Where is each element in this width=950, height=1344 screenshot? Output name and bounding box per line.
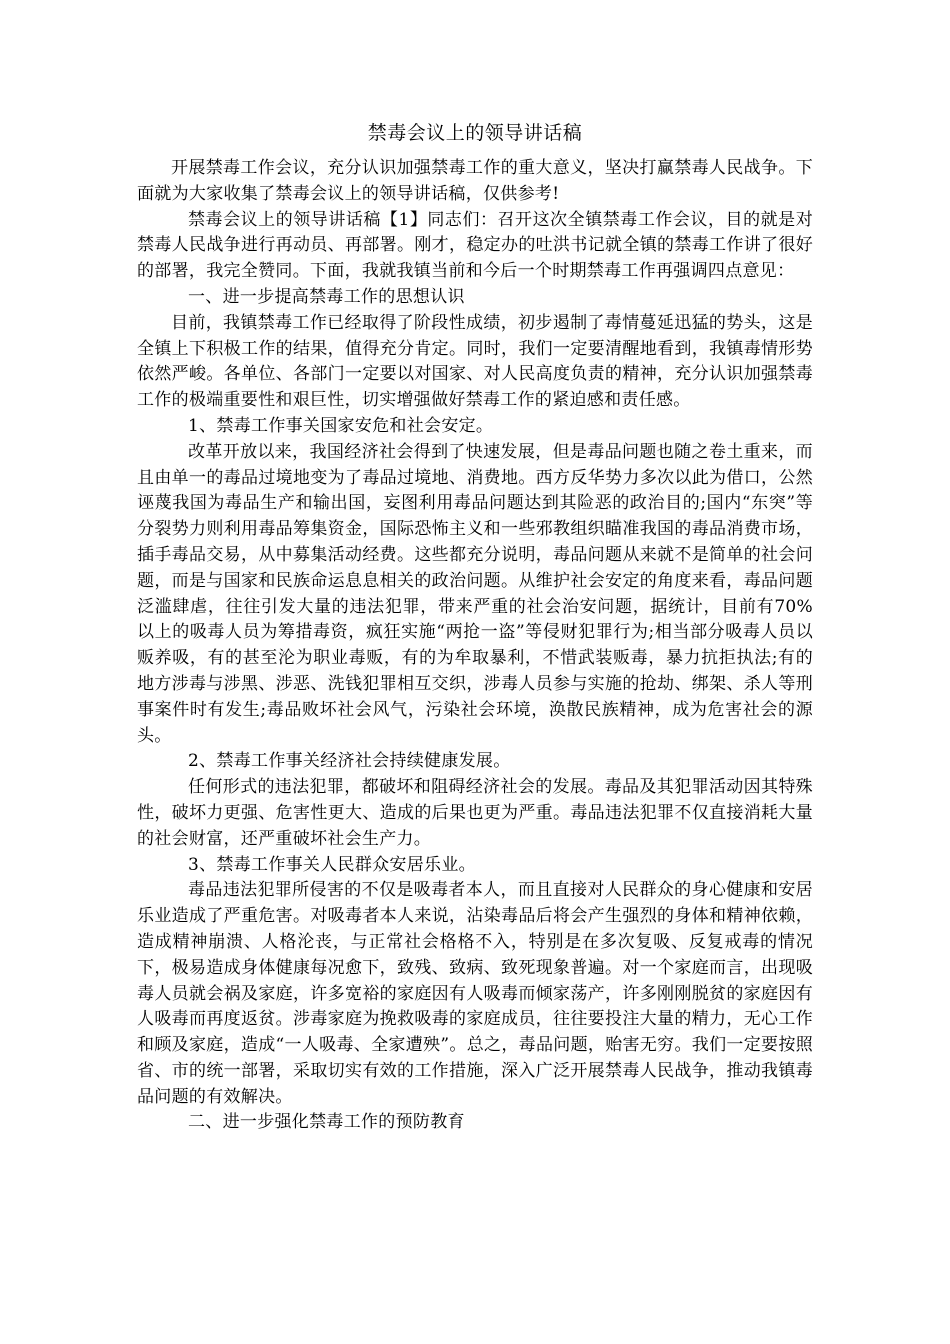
body-paragraph: 改革开放以来，我国经济社会得到了快速发展，但是毒品问题也随之卷土重来，而且由单一的毒品过境地变为了毒品过境地、消费地。西方反华势力多次以此为借口，公然诬蔑我国为毒品生产和输出国，妄图利用毒品问题达到其险恶的政治目的;国内“东突”等分裂势力则利用毒品筹集资金，国际恐怖主义和一些邪教组织瞄准我国的毒品消费市场，插手毒品交易，从中募集活动经费。这些都充分说明，毒品问题从来就不是简单的社会问题，而是与国家和民族命运息息相关的政治问题。从维护社会安定的角度来看，毒品问题泛滥肆虐，往往引发大量的违法犯罪，带来严重的社会治安问题，据统计，目前有70%以上的吸毒人员为筹措毒资，疯狂实施“两抢一盗”等侵财犯罪行为;相当部分吸毒人员以贩养吸，有的甚至沦为职业毒贩，有的为牟取暴利，不惜武装贩毒，暴力抗拒执法;有的地方涉毒与涉黑、涉恶、洗钱犯罪相互交织，涉毒人员参与实施的抢劫、绑架、杀人等刑事案件时有发生;毒品败坏社会风气，污染社会环境，涣散民族精神，成为危害社会的源头。 — [137, 441, 813, 746]
section-heading-1: 一、进一步提高禁毒工作的思想认识 — [188, 286, 465, 307]
body-paragraph: 目前，我镇禁毒工作已经取得了阶段性成绩，初步遏制了毒情蔓延迅猛的势头，这是全镇上下积极工作的结果，值得充分肯定。同时，我们一定要清醒地看到，我镇毒情形势依然严峻。各单位、各部门一定要以对国家、对人民高度负责的精神，充分认识加强禁毒工作的极端重要性和艰巨性，切实增强做好禁毒工作的紧迫感和责任感。 — [137, 312, 813, 411]
subheading-2: 2、禁毒工作事关经济社会持续健康发展。 — [188, 751, 511, 772]
intro-paragraph: 开展禁毒工作会议，充分认识加强禁毒工作的重大意义，坚决打赢禁毒人民战争。下面就为大家收集了禁毒会议上的领导讲话稿，仅供参考! — [137, 158, 813, 204]
body-paragraph: 任何形式的违法犯罪，都破坏和阻碍经济社会的发展。毒品及其犯罪活动因其特殊性，破坏力更强、危害性更大、造成的后果也更为严重。毒品违法犯罪不仅直接消耗大量的社会财富，还严重破坏社会生产力。 — [137, 777, 813, 849]
subheading-3: 3、禁毒工作事关人民群众安居乐业。 — [188, 854, 476, 875]
body-paragraph: 毒品违法犯罪所侵害的不仅是吸毒者本人，而且直接对人民群众的身心健康和安居乐业造成了严重危害。对吸毒者本人来说，沾染毒品后将会产生强烈的身体和精神依赖，造成精神崩溃、人格沦丧，与正常社会格格不入，特别是在多次复吸、反复戒毒的情况下，极易造成身体健康每况愈下，致残、致病、致死现象普遍。对一个家庭而言，出现吸毒人员就会祸及家庭，许多宽裕的家庭因有人吸毒而倾家荡产，许多刚刚脱贫的家庭因有人吸毒而再度返贫。涉毒家庭为挽救吸毒的家庭成员，往往要投注大量的精力，无心工作和顾及家庭，造成“一人吸毒、全家遭殃”。总之，毒品问题，贻害无穷。我们一定要按照省、市的统一部署，采取切实有效的工作措施，深入广泛开展禁毒人民战争，推动我镇毒品问题的有效解决。 — [137, 880, 813, 1107]
subheading-1: 1、禁毒工作事关国家安危和社会安定。 — [188, 415, 494, 436]
speech-opening-paragraph: 禁毒会议上的领导讲话稿【1】同志们：召开这次全镇禁毒工作会议，目的就是对禁毒人民战争进行再动员、再部署。刚才，稳定办的吐洪书记就全镇的禁毒工作讲了很好的部署，我完全赞同。下面，我就我镇当前和今后一个时期禁毒工作再强调四点意见： — [137, 209, 813, 282]
section-heading-2: 二、进一步强化禁毒工作的预防教育 — [188, 1112, 465, 1133]
document-title: 禁毒会议上的领导讲话稿 — [367, 122, 583, 144]
document-page — [137, 118, 813, 1136]
